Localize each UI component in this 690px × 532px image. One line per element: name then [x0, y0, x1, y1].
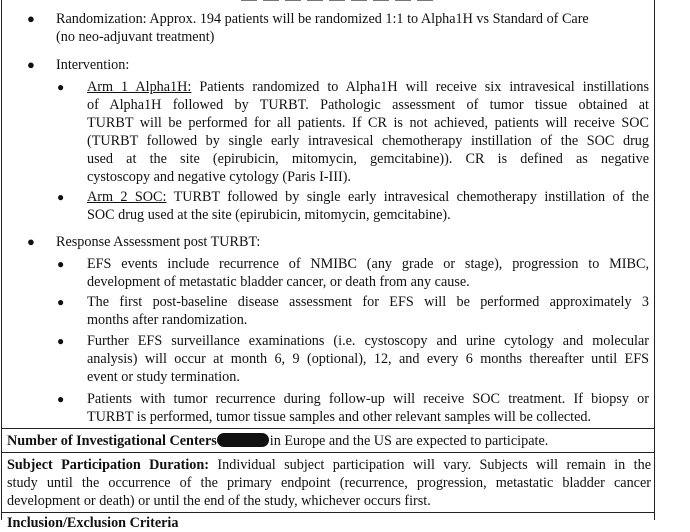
arm1-title: Arm 1 Alpha1H: [87, 79, 192, 95]
arm1-text: Arm 1 Alpha1H: Patients randomized to Alpha1H will receive six intravesical instillations of Alpha1H followed by TURBT. Pathologic assessment of tumor tissue obtained at TURBT will be performed for all patients. If CR is not achieved, patients will receive SOC (TURBT followed by single early intravesical chemotherapy instillation of the SOC drug used at the site (epirubicin, mitomycin, gemcitabine)). CR is defined as negative cystoscopy and negative cytology (Paris I-III). [87, 79, 649, 185]
randomization-text [56, 10, 649, 46]
sub-bullet-dot: ● [57, 80, 65, 94]
response-item-surveillance: Further EFS surveillance examinations (i.e. cystoscopy and urine cytology and molecular analysis) will occur at month 6, 9 (optional), 12, and every 6 months thereafter until EFS event or study termination. [87, 333, 649, 385]
arm2-title: Arm 2 SOC: [87, 189, 167, 205]
arm2-text: Arm 2 SOC: TURBT followed by single early intravesical chemotherapy instillation of the SOC drug used at the site (epirubicin, mitomycin, gemcitabine). [87, 189, 650, 223]
sub-bullet-dot: ● [57, 392, 65, 406]
table-divider [1, 428, 655, 429]
response-item-first-assessment: The first post-baseline disease assessment for EFS will be performed approximately 3 months after randomization. [87, 294, 649, 328]
redaction-mark [217, 433, 269, 447]
centers-text: in Europe and the US are expected to participate. [269, 433, 549, 449]
centers-row [7, 432, 651, 450]
response-item-recurrence: Patients with tumor recurrence during follow-up will receive SOC treatment. If biopsy or TURBT is performed, tumor tissue samples and other relevant samples will be collected. [87, 391, 649, 425]
bullet-dot: ● [27, 11, 35, 26]
centers-label: Number of Investigational Centers [7, 433, 217, 449]
text-line: (no neo-adjuvant treatment) [56, 29, 215, 45]
duration-row: Subject Participation Duration: Individual subject participation will vary. Subjects will remain in the study until the occurrence of the primary endpoint (recurrence, progression, metastatic bladder cancer development or death) or until the end of the study, whichever occurs first. [7, 457, 652, 509]
response-label: Response Assessment post TURBT: [56, 234, 261, 250]
bullet-dot: ● [27, 234, 35, 249]
table-divider [1, 452, 655, 453]
bullet-dot: ● [27, 57, 35, 72]
text-line: Randomization: Approx. 194 patients will be randomized 1:1 to Alpha1H vs Standard of Care [56, 11, 589, 27]
duration-label: Subject Participation Duration: [7, 457, 210, 473]
sub-bullet-dot: ● [57, 190, 65, 204]
sub-bullet-dot: ● [57, 257, 65, 271]
next-section-heading: Inclusion/Exclusion Criteria [7, 515, 179, 531]
intervention-label: Intervention: [56, 57, 130, 73]
response-item-efs-events: EFS events include recurrence of NMIBC (any grade or stage), progression to MIBC, development of metastatic bladder cancer, or death from any cause. [87, 256, 649, 290]
sub-bullet-dot: ● [57, 334, 65, 348]
top-edge-marks [1, 0, 655, 3]
sub-bullet-dot: ● [57, 295, 65, 309]
table-divider [1, 512, 655, 513]
